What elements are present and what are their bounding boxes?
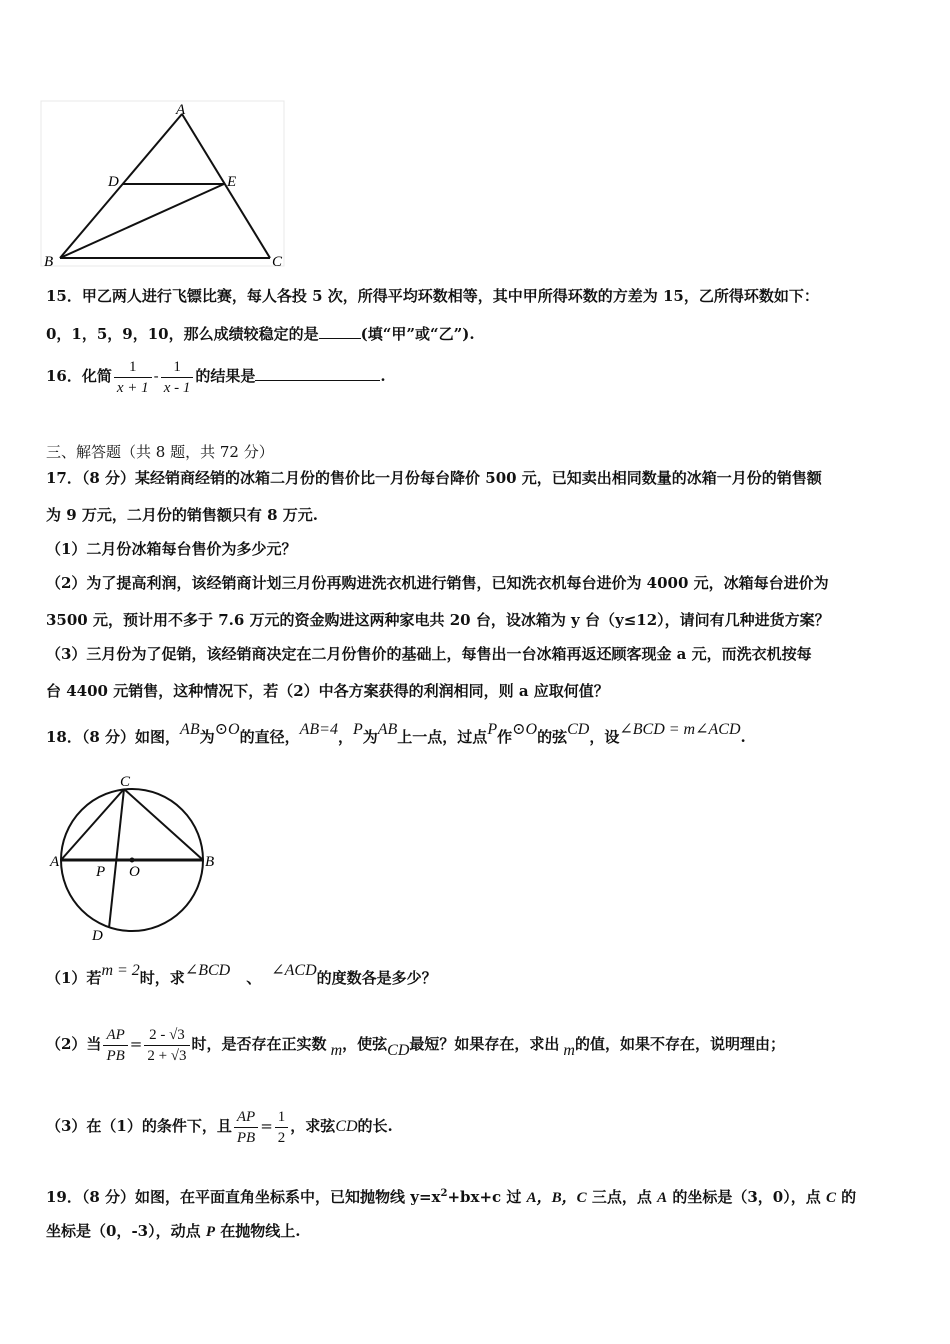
label-c: C <box>272 254 283 270</box>
q19-line1 <box>46 1184 856 1208</box>
label-d: D <box>92 928 103 944</box>
label-d: D <box>108 174 119 190</box>
q18-p1-sep: 、 <box>246 969 262 987</box>
q18-p2-val-den: 2 + √3 <box>147 1047 187 1064</box>
q18-p2-t4: 的值，如果不存在，说明理由； <box>574 1035 785 1053</box>
q18-p1-m: m = 2 <box>101 962 140 979</box>
q18-p1-angle1: ∠BCD <box>184 962 231 979</box>
q18-part1 <box>46 962 437 989</box>
q15-line1: 15．甲乙两人进行飞镖比赛，每人各投 5 次，所得平均环数相等，其中甲所得环数的方差为 15，乙所得环数如下： <box>46 287 819 305</box>
label-a: A <box>50 854 60 870</box>
q18-p2-t2: ，使弦 <box>342 1035 388 1053</box>
q18-math-cd: CD <box>567 721 590 738</box>
q18-p2-pre: （2）当 <box>46 1035 102 1053</box>
q18-line1 <box>46 721 746 748</box>
q18-p2-cd: CD <box>387 1042 410 1059</box>
q18-p3-t1: ，求弦 <box>290 1117 336 1135</box>
q18-math-circle2: ⊙O <box>512 721 538 738</box>
label-p: P <box>96 864 106 880</box>
q19-line1-mid: +bx+c 过 <box>447 1188 527 1206</box>
q18-t9: ，设 <box>589 728 620 746</box>
section-heading: 三、解答题（共 8 题，共 72 分） <box>46 443 274 461</box>
q18-p2-frac-den: PB <box>106 1047 125 1064</box>
circle-figure <box>44 772 224 944</box>
q16-frac2-num: 1 <box>161 357 194 378</box>
q18-math-angle: ∠BCD = m∠ACD <box>619 721 741 738</box>
label-b: B <box>205 854 215 870</box>
q16-answer-blank <box>255 365 380 381</box>
q18-t6: 上一点，过点 <box>397 728 488 746</box>
q18-p3-cd: CD <box>335 1118 358 1135</box>
q15-line2 <box>46 323 475 344</box>
q19-line1-mid3: 的坐标是（3，0），点 <box>667 1188 826 1206</box>
q18-p2-t1: 时，是否存在正实数 <box>191 1035 327 1053</box>
q18-p2-val-num: 2 - √3 <box>144 1025 189 1046</box>
label-a: A <box>176 102 186 118</box>
q19-line2-post: 在抛物线上. <box>215 1222 301 1240</box>
q18-p3-value <box>275 1107 289 1148</box>
q19-line1-end: 的 <box>835 1188 857 1206</box>
q18-p2-t3: 最短？如果存在，求出 <box>409 1035 560 1053</box>
q19-line1-mid2: 三点，点 <box>586 1188 658 1206</box>
q17-line2: 为 9 万元，二月份的销售额只有 8 万元. <box>46 506 318 524</box>
q19-points: A，B，C <box>526 1190 587 1206</box>
q16-frac2-den: x - 1 <box>163 379 191 396</box>
q18-p2-frac <box>103 1025 127 1066</box>
q15-answer-blank <box>319 323 361 339</box>
q18-t4: ， <box>337 728 353 746</box>
q18-math-ab2: AB <box>377 721 398 738</box>
q16-frac1-num: 1 <box>114 357 152 378</box>
label-e: E <box>227 174 237 190</box>
q16-frac1-den: x + 1 <box>116 379 149 396</box>
q18-part2 <box>46 1022 785 1067</box>
q16-fraction-2 <box>161 357 194 398</box>
q19-line2 <box>46 1221 300 1242</box>
label-c: C <box>120 774 131 790</box>
q18-math-p2: P <box>487 721 498 738</box>
q18-p3-val-num: 1 <box>275 1107 289 1128</box>
q18-p3-pre: （3）在（1）的条件下，且 <box>46 1117 232 1135</box>
q19-point-c: C <box>825 1190 836 1206</box>
label-b: B <box>44 254 54 270</box>
q18-math-p: P <box>352 721 363 738</box>
q19-line2-pre: 坐标是（0，-3），动点 <box>46 1222 206 1240</box>
q18-p3-frac-den: PB <box>236 1129 256 1146</box>
q18-math-circle: ⊙O <box>214 721 240 738</box>
q16-prefix: 16．化简 <box>46 367 112 385</box>
q15-line2-pre: 0，1，5，9，10，那么成绩较稳定的是 <box>46 325 319 343</box>
q18-p2-frac-num: AP <box>103 1025 127 1046</box>
q18-p1-t1: 时，求 <box>139 969 185 987</box>
q16-line <box>46 356 386 398</box>
q17-part2-line2: 3500 元，预计用不多于 7.6 万元的资金购进这两种家电共 20 台，设冰箱为 y 台（y≤12），请问有几种进货方案？ <box>46 611 830 629</box>
q19-line1-pre: 19．（8 分）如图，在平面直角坐标系中，已知抛物线 y=x <box>46 1188 441 1206</box>
q18-p3-frac <box>234 1107 258 1148</box>
q18-p3-eq: = <box>260 1117 273 1135</box>
q18-p3-val-den: 2 <box>277 1129 286 1146</box>
q17-part3-line1: （3）三月份为了促销，该经销商决定在二月份售价的基础上，每售出一台冰箱再返还顾客现金 a 元，而洗衣机按每 <box>46 645 812 663</box>
q18-t8: 的弦 <box>537 728 568 746</box>
q18-p1-angle2: ∠ACD <box>271 962 317 979</box>
label-o: O <box>129 864 140 880</box>
q16-minus: - <box>153 367 159 385</box>
q17-part1: （1）二月份冰箱每台售价为多少元？ <box>46 540 297 558</box>
q17-part2-line1: （2）为了提高利润，该经销商计划三月份再购进洗衣机进行销售，已知洗衣机每台进价为 4000 元，冰箱每台进价为 <box>46 574 829 592</box>
q18-p1-pre: （1）若 <box>46 969 102 987</box>
q18-math-ab: AB <box>180 721 200 738</box>
q18-p3-frac-num: AP <box>234 1107 258 1128</box>
q16-end: . <box>380 367 386 385</box>
q18-t1: 18．（8 分）如图， <box>46 728 181 746</box>
q18-t5: 为 <box>362 728 378 746</box>
q17-part3-line2: 台 4400 元销售，这种情况下，若（2）中各方案获得的利润相同，则 a 应取何值？ <box>46 682 609 700</box>
q18-p2-m2: m <box>563 1042 575 1059</box>
q17-line1: 17．（8 分）某经销商经销的冰箱二月份的售价比一月份每台降价 500 元，已知卖出相同数量的冰箱一月份的销售额 <box>46 469 822 487</box>
q18-t2: 为 <box>199 728 215 746</box>
q18-p2-eq: = <box>129 1035 143 1053</box>
q15-line2-post: (填“甲”或“乙”). <box>360 325 475 343</box>
q18-math-ab4: AB=4 <box>299 721 338 738</box>
q18-t3: 的直径， <box>239 728 300 746</box>
q18-p2-value <box>144 1025 189 1066</box>
triangle-figure <box>40 100 290 272</box>
q16-fraction-1 <box>114 357 152 398</box>
q19-point-a: A <box>657 1190 668 1206</box>
q18-t7: 作 <box>497 728 513 746</box>
q19-point-p: P <box>205 1224 215 1240</box>
q19-sup: 2 <box>440 1188 448 1199</box>
q18-t10: . <box>740 728 746 746</box>
q18-p2-m: m <box>330 1042 343 1059</box>
q18-p1-post: 的度数各是多少？ <box>316 969 437 987</box>
q18-part3 <box>46 1104 393 1149</box>
q16-suffix: 的结果是 <box>195 367 256 385</box>
q18-p3-post: 的长. <box>357 1117 393 1135</box>
